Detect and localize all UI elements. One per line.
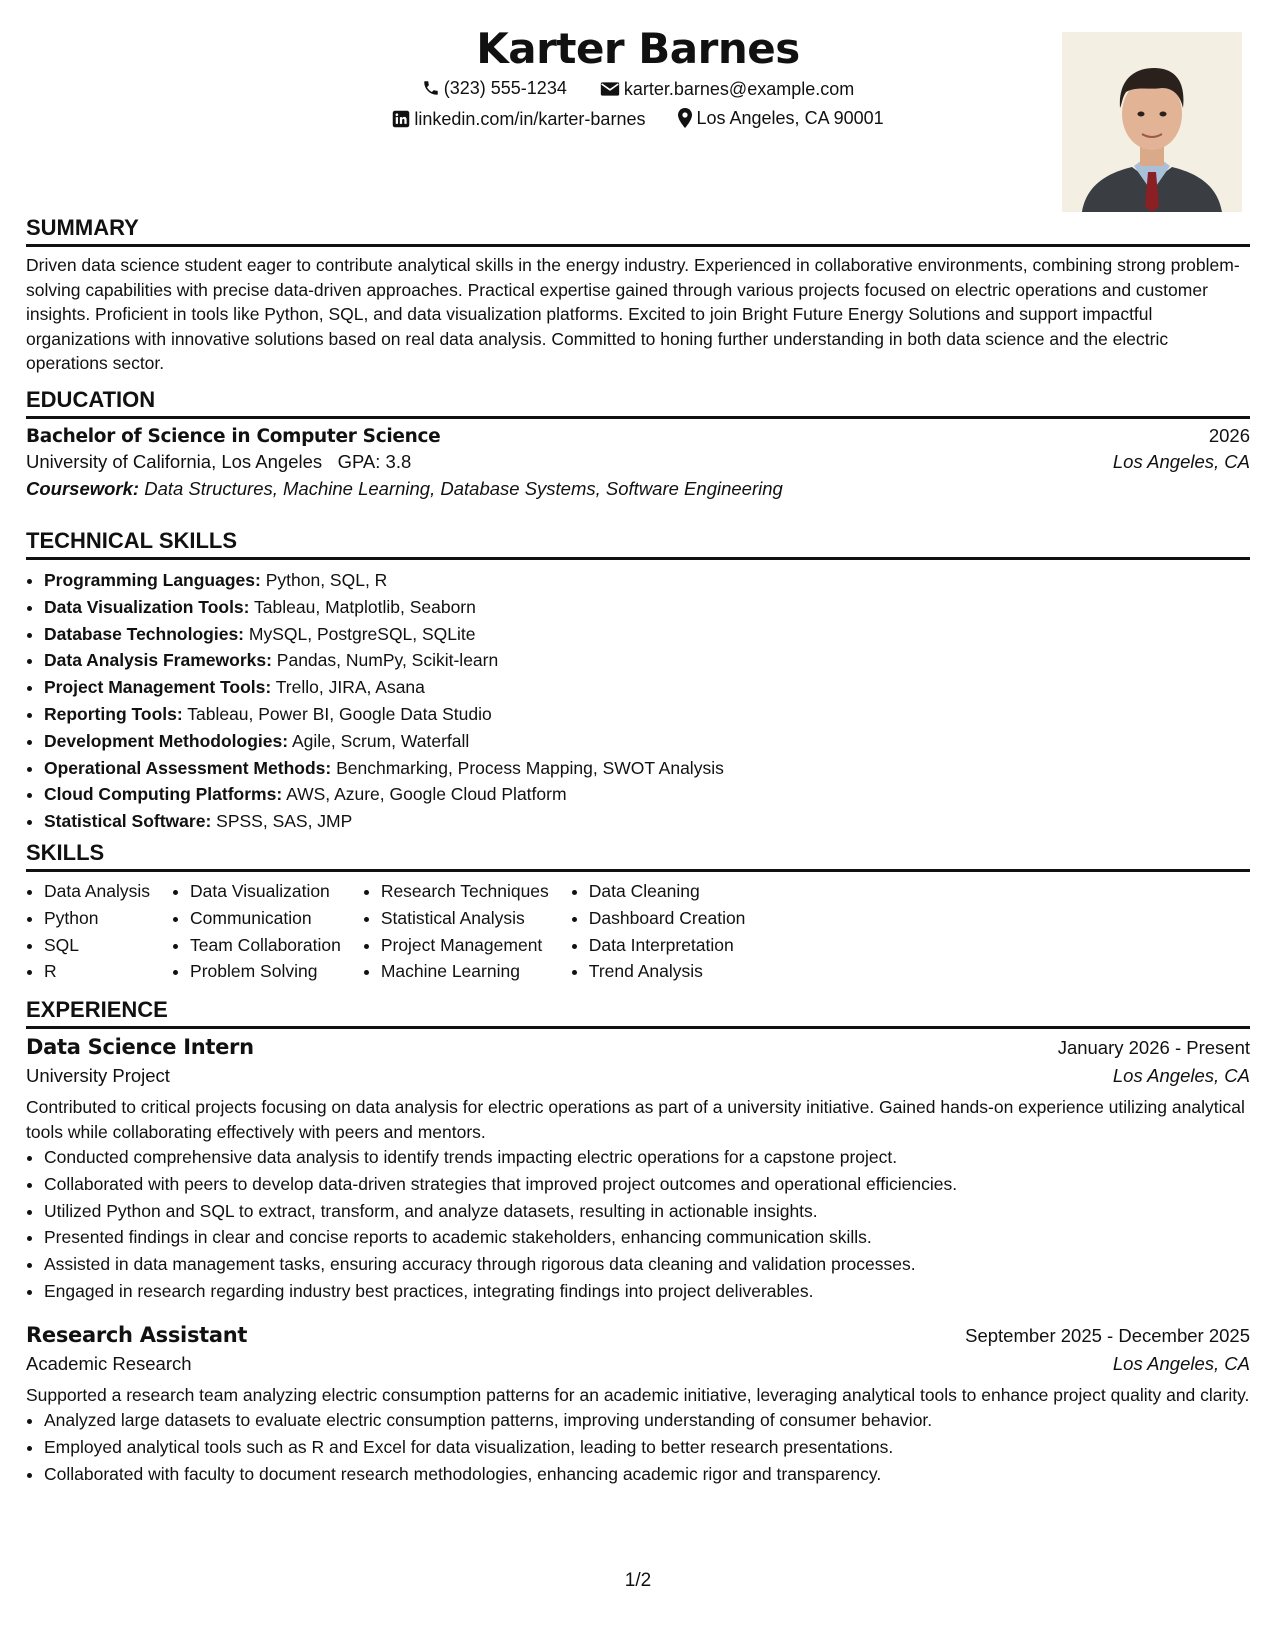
- skill-item: • Problem Solving: [190, 958, 341, 985]
- skills-heading: SKILLS: [26, 839, 1250, 872]
- job-bullet: • Conducted comprehensive data analysis to identify trends impacting electric operations for a capstone project.: [44, 1144, 1250, 1171]
- technical-skill-item: [44, 647, 1250, 674]
- skill-item: • Data Cleaning: [589, 878, 746, 905]
- job-bullet: • Presented findings in clear and concise reports to academic stakeholders, enhancing communication skills.: [44, 1224, 1250, 1251]
- phone-item: [422, 76, 567, 100]
- page-number: 1/2: [624, 1570, 652, 1591]
- experience-section: [26, 996, 1250, 1488]
- technical-skill-label: Operational Assessment Methods:: [44, 757, 332, 778]
- job-org-row: [26, 1065, 1250, 1087]
- technical-skill-value: Tableau, Power BI, Google Data Studio: [187, 703, 492, 724]
- job-location: Los Angeles, CA: [1112, 1352, 1250, 1374]
- technical-skill-item: [44, 728, 1250, 755]
- skill-item: • SQL: [44, 932, 150, 959]
- technical-skill-value: Tableau, Matplotlib, Seaborn: [254, 596, 476, 617]
- skills-column: [571, 878, 746, 985]
- skills-column: [26, 878, 150, 985]
- job-dates: January 2026 - Present: [1057, 1037, 1250, 1058]
- job-location: Los Angeles, CA: [1112, 1065, 1250, 1086]
- technical-skill-item: [44, 781, 1250, 808]
- summary-text: Driven data science student eager to contribute analytical skills in the energy industry. Experienced in collaborative environments, combining strong problem-solving capabilities with precise data-driven approaches. Practical expertise gained through various projects focused on electric operations and customer insights. Proficient in tools like Python, SQL, and data visualization platforms. Excited to join Bright Future Energy Solutions and support impactful organizations with innovative solutions based on real data analysis. Committed to honing further understanding in both data science and the electric operations sector.: [26, 255, 1240, 373]
- skill-item: • Data Visualization: [190, 878, 341, 905]
- skill-item: • Data Analysis: [44, 878, 150, 905]
- summary-section: [26, 214, 1250, 376]
- email-item[interactable]: [600, 77, 854, 101]
- coursework-label: Coursework:: [26, 478, 140, 499]
- education-section: [26, 386, 1250, 500]
- skill-item: • Dashboard Creation: [589, 905, 746, 932]
- envelope-icon: [600, 81, 620, 97]
- job-organization: University Project: [26, 1065, 170, 1086]
- skills-columns: [26, 878, 1250, 985]
- technical-skill-label: Reporting Tools:: [44, 703, 183, 724]
- technical-skill-value: Python, SQL, R: [265, 570, 388, 590]
- technical-skill-item: [44, 755, 1250, 782]
- gpa: GPA: 3.8: [337, 451, 412, 472]
- skill-item: • Machine Learning: [381, 958, 549, 985]
- job-organization: Academic Research: [26, 1352, 192, 1374]
- job-bullet: • Collaborated with faculty to document research methodologies, enhancing academic rigor and transparency.: [44, 1461, 1250, 1488]
- technical-skill-label: Cloud Computing Platforms:: [44, 784, 283, 805]
- email-text[interactable]: karter.barnes@example.com: [623, 79, 855, 99]
- linkedin-icon: [392, 110, 410, 128]
- resume-page: [26, 0, 1250, 1650]
- coursework-list: Data Structures, Machine Learning, Database Systems, Software Engineering: [144, 478, 783, 499]
- technical-skill-item: [44, 674, 1250, 701]
- job-bullets: [26, 1407, 1250, 1487]
- skill-item: • Python: [44, 905, 150, 932]
- skill-item: • R: [44, 958, 150, 985]
- job-bullet: • Employed analytical tools such as R and Excel for data visualization, leading to better research presentations.: [44, 1434, 1250, 1461]
- job-entry: [26, 1323, 1250, 1488]
- technical-skill-value: Pandas, NumPy, Scikit-learn: [276, 650, 499, 671]
- education-school-row: [26, 451, 1250, 473]
- skill-item: • Statistical Analysis: [381, 905, 549, 932]
- job-bullets: [26, 1144, 1250, 1305]
- map-pin-icon: [678, 108, 692, 128]
- job-title-row: [26, 1035, 1250, 1059]
- location-item: [678, 106, 883, 130]
- skill-item: • Data Interpretation: [589, 932, 746, 959]
- technical-skills-section: [26, 527, 1250, 835]
- job-title-row: [26, 1323, 1250, 1347]
- coursework-line: [26, 478, 1250, 500]
- technical-skill-item: [44, 808, 1250, 835]
- linkedin-item[interactable]: [392, 107, 645, 131]
- technical-skill-label: Development Methodologies:: [44, 730, 289, 751]
- technical-skill-value: Benchmarking, Process Mapping, SWOT Analysis: [336, 757, 724, 778]
- job-bullet: • Engaged in research regarding industry best practices, integrating findings into project deliverables.: [44, 1278, 1250, 1305]
- job-title: Data Science Intern: [26, 1035, 254, 1059]
- summary-heading: SUMMARY: [26, 214, 1250, 247]
- technical-skill-value: SPSS, SAS, JMP: [216, 811, 353, 832]
- technical-skills-list: [26, 567, 1250, 835]
- technical-skill-value: Trello, JIRA, Asana: [275, 677, 425, 698]
- graduation-year: 2026: [1208, 425, 1250, 446]
- technical-skill-item: [44, 621, 1250, 648]
- job-org-row: [26, 1353, 1250, 1375]
- phone-icon: [422, 79, 440, 97]
- skills-section: [26, 839, 1250, 985]
- technical-skill-item: [44, 701, 1250, 728]
- location-text: Los Angeles, CA 90001: [696, 108, 884, 128]
- school-name: University of California, Los Angeles: [26, 451, 323, 472]
- technical-skill-value: Agile, Scrum, Waterfall: [291, 730, 470, 751]
- job-description: Supported a research team analyzing electric consumption patterns for an academic initiative, leveraging analytical tools to enhance project quality and clarity.: [26, 1384, 1250, 1405]
- school-line: [26, 451, 411, 473]
- technical-skill-item: [44, 594, 1250, 621]
- job-bullet: • Assisted in data management tasks, ensuring accuracy through rigorous data cleaning and validation processes.: [44, 1251, 1250, 1278]
- job-title: Research Assistant: [26, 1322, 248, 1347]
- job-bullet: • Utilized Python and SQL to extract, transform, and analyze datasets, resulting in actionable insights.: [44, 1198, 1250, 1225]
- degree: Bachelor of Science in Computer Science: [26, 426, 441, 447]
- job-entry: [26, 1035, 1250, 1305]
- job-bullet: • Analyzed large datasets to evaluate electric consumption patterns, improving understanding of consumer behavior.: [44, 1407, 1250, 1434]
- skill-item: • Trend Analysis: [589, 958, 746, 985]
- technical-skill-label: Statistical Software:: [44, 811, 212, 832]
- job-description: Contributed to critical projects focusing on data analysis for electric operations as part of a university initiative. Gained hands-on experience utilizing analytical tools while collaborating effectively with peers and mentors.: [26, 1097, 1245, 1142]
- candidate-name: Karter Barnes: [476, 24, 800, 73]
- skills-column: [363, 878, 549, 985]
- technical-skill-label: Programming Languages:: [44, 570, 261, 590]
- technical-skill-item: [44, 567, 1250, 594]
- skill-item: • Project Management: [381, 932, 549, 959]
- technical-skill-value: MySQL, PostgreSQL, SQLite: [248, 623, 476, 644]
- job-bullet: • Collaborated with peers to develop data-driven strategies that improved project outcomes and operational efficiencies.: [44, 1171, 1250, 1198]
- technical-skill-label: Project Management Tools:: [44, 677, 272, 698]
- job-dates: September 2025 - December 2025: [965, 1324, 1250, 1346]
- technical-skills-heading: TECHNICAL SKILLS: [26, 527, 1250, 560]
- experience-heading: EXPERIENCE: [26, 996, 1250, 1029]
- technical-skill-value: AWS, Azure, Google Cloud Platform: [286, 784, 567, 805]
- technical-skill-label: Database Technologies:: [44, 623, 245, 644]
- linkedin-text[interactable]: linkedin.com/in/karter-barnes: [414, 109, 646, 129]
- education-heading: EDUCATION: [26, 386, 1250, 419]
- technical-skill-label: Data Analysis Frameworks:: [44, 650, 272, 671]
- skills-column: [172, 878, 341, 985]
- education-degree-row: [26, 425, 1250, 447]
- profile-photo: [1062, 32, 1242, 212]
- skill-item: • Communication: [190, 905, 341, 932]
- phone-text: (323) 555-1234: [443, 78, 567, 98]
- skill-item: • Team Collaboration: [190, 932, 341, 959]
- experience-jobs: [26, 1035, 1250, 1488]
- skill-item: • Research Techniques: [381, 878, 549, 905]
- education-location: Los Angeles, CA: [1112, 451, 1250, 472]
- technical-skill-label: Data Visualization Tools:: [44, 596, 250, 617]
